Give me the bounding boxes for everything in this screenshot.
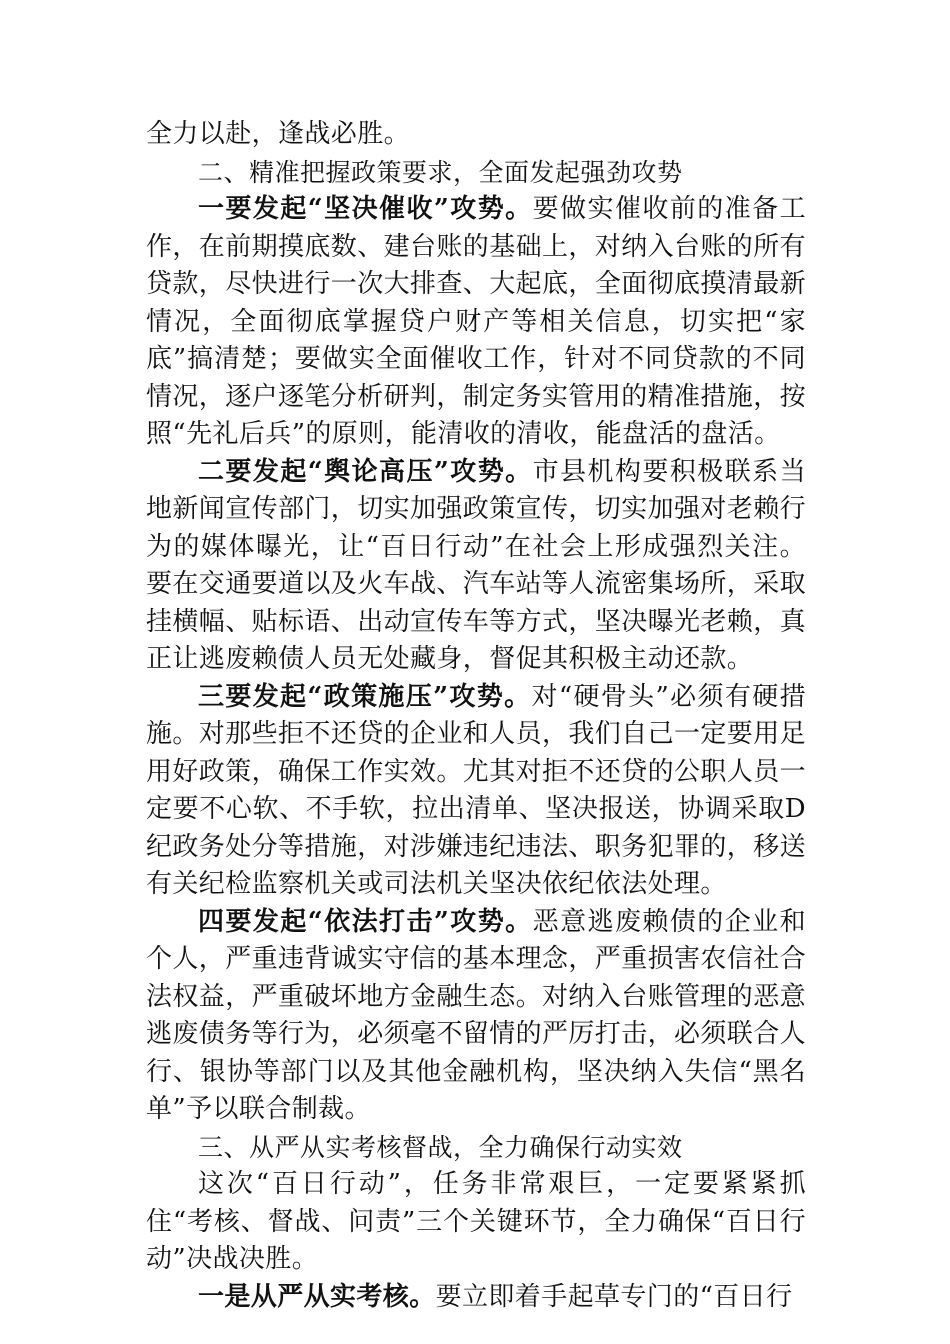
paragraph-6 [146, 1279, 806, 1317]
section-heading-2: 二、精准把握政策要求，全面发起强劲攻势 [198, 157, 683, 187]
paragraph-2-body: 市县机构要积极联系当地新闻宣传部门，切实加强政策宣传，切实加强对老赖行为的媒体曝光，让“百日行动”在社会上形成强烈关注。要在交通要道以及火车战、汽车站等人流密集场所，采取挂横幅、贴标语、出动宣传车等方式，坚决曝光老赖，真正让逃废赖债人员无处藏身，督促其积极主动还款。 [146, 456, 807, 674]
paragraph-3 [146, 679, 806, 904]
paragraph-1-lead: 一要发起“坚决催收”攻势。 [198, 194, 533, 224]
paragraph-3-lead: 三要发起“政策施压”攻势。 [198, 681, 532, 712]
section-heading-3: 三、从严从实考核督战，全力确保行动实效 [198, 1132, 683, 1162]
paragraph-2 [146, 454, 806, 679]
paragraph-3-body: 对“硬骨头”必须有硬措施。对那些拒不还贷的企业和人员，我们自己一定要用足用好政策，确保工作实效。尤其对拒不还贷的公职人员一定要不心软、不手软，拉出清单、坚决报送，协调采取D纪政务处分等措施，对涉嫌违纪违法、职务犯罪的，移送有关纪检监察机关或司法机关坚决依纪依法处理。 [146, 681, 807, 899]
paragraph-5: 这次“百日行动”，任务非常艰巨，一定要紧紧抓住“考核、督战、问责”三个关键环节，全力确保“百日行动”决战决胜。 [146, 1169, 806, 1274]
paragraph-2-lead: 二要发起“舆论高压”攻势。 [198, 456, 533, 487]
paragraph-1-body: 要做实催收前的准备工作，在前期摸底数、建台账的基础上，对纳入台账的所有贷款，尽快进行一次大排查、大起底，全面彻底摸清最新情况，全面彻底掌握贷户财产等相关信息，切实把“家底”搞清楚；要做实全面催收工作，针对不同贷款的不同情况，逐户逐笔分析研判，制定务实管用的精准措施，按照“先礼后兵”的原则，能清收的清收，能盘活的盘活。 [146, 194, 807, 449]
paragraph-continuation: 全力以赴，逢战必胜。 [146, 119, 411, 149]
document-page [146, 116, 806, 1316]
paragraph-4 [146, 904, 806, 1129]
paragraph-4-lead: 四要发起“依法打击”攻势。 [198, 906, 533, 937]
paragraph-6-lead: 一是从严从实考核。 [198, 1281, 436, 1312]
paragraph-1 [146, 191, 806, 454]
paragraph-4-body: 恶意逃废赖债的企业和个人，严重违背诚实守信的基本理念，严重损害农信社合法权益，严重破坏地方金融生态。对纳入台账管理的恶意逃废债务等行为，必须毫不留情的严厉打击，必须联合人行、银协等部门以及其他金融机构，坚决纳入失信“黑名单”予以联合制裁。 [146, 906, 807, 1124]
paragraph-6-body: 要立即着手起草专门的“百日行 [435, 1281, 793, 1312]
